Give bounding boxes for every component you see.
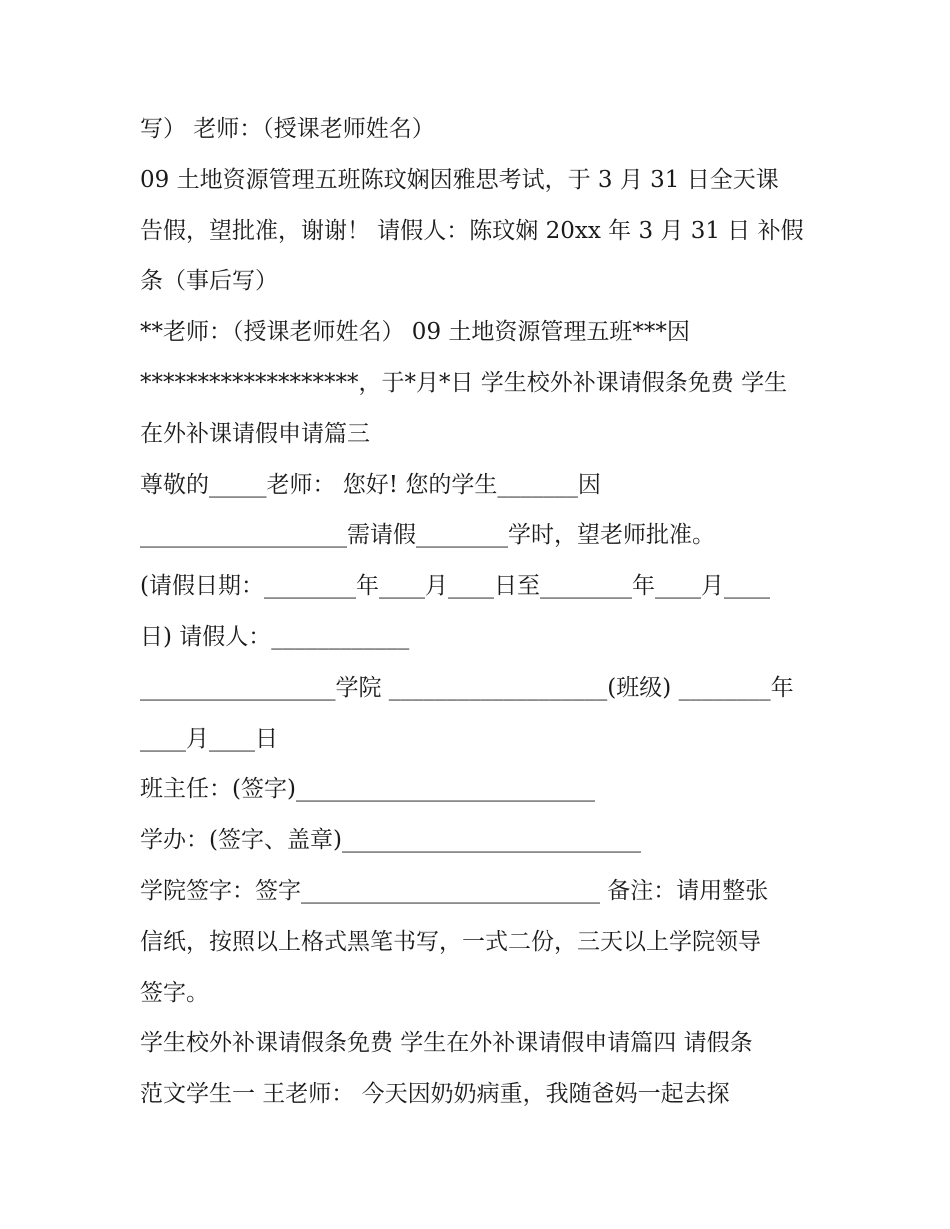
text-line: 尊敬的_____老师： 您好! 您的学生_______因 (140, 471, 601, 498)
text-line: 条（事后写） (140, 268, 278, 295)
text-line: 日) 请假人：____________ (140, 623, 410, 650)
text-line: __________________需请假________学时，望老师批准。 (140, 522, 715, 549)
text-line: 09 土地资源管理五班陈玟娴因雅思考试，于 3 月 31 日全天课 (140, 166, 779, 193)
text-line: _________________学院 ___________________(班级) ________年 (140, 674, 794, 701)
text-line: **老师：（授课老师姓名） 09 土地资源管理五班***因 (140, 319, 690, 346)
text-line: 范文学生一 王老师： 今天因奶奶病重，我随爸妈一起去探 (140, 1081, 730, 1108)
text-line: 在外补课请假申请篇三 (140, 420, 370, 447)
text-line: 学生校外补课请假条免费 学生在外补课请假申请篇四 请假条 (140, 1030, 753, 1057)
text-line: 告假，望批准，谢谢！ 请假人：陈玟娴 20xx 年 3 月 31 日 补假 (140, 217, 804, 244)
text-line: 学办：(签字、盖章)__________________________ (140, 827, 641, 854)
text-line: 学院签字：签字__________________________ 备注：请用整张 (140, 877, 769, 904)
text-line: 签字。 (140, 979, 209, 1006)
document-body (140, 104, 820, 1120)
text-line: *******************，于*月*日 学生校外补课请假条免费 学生 (140, 369, 788, 396)
text-line: (请假日期：________年____月____日至________年____月____ (140, 573, 770, 600)
text-line: 信纸，按照以上格式黑笔书写，一式二份，三天以上学院领导 (140, 928, 761, 955)
text-line: 班主任：(签字)__________________________ (140, 776, 595, 803)
text-line: 写） 老师：（授课老师姓名） (140, 116, 435, 142)
text-line: ____月____日 (140, 725, 278, 752)
